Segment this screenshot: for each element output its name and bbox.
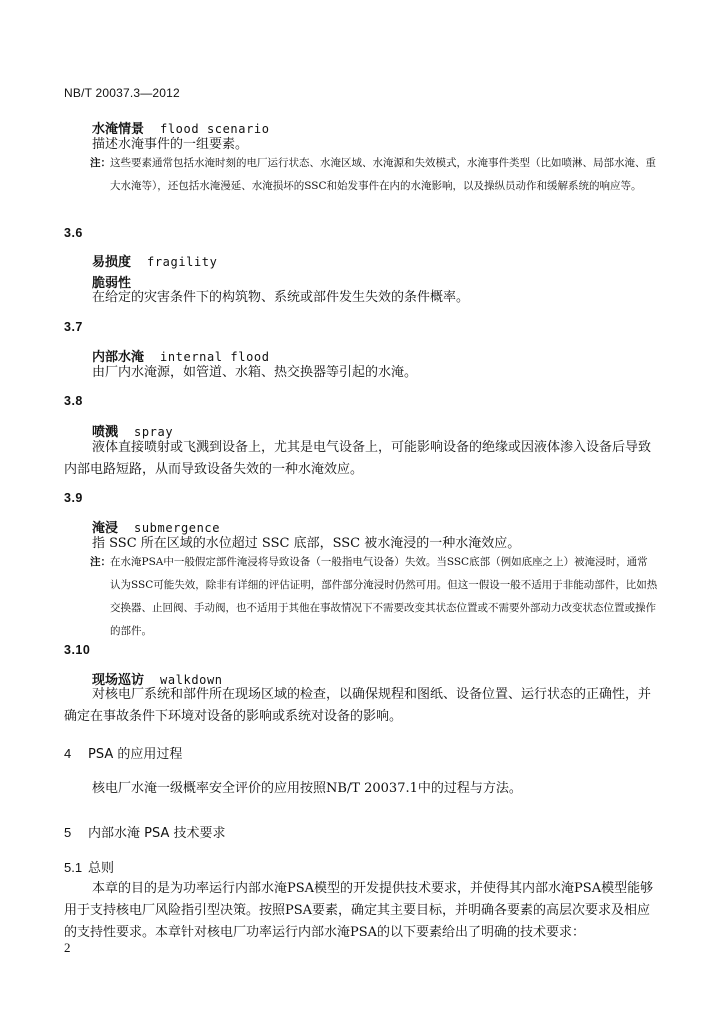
note-text: 在水淹PSA中一般假定部件淹浸将导致设备（一般指电气设备）失效。当SSC底部（例如底座之上）被淹浸时，通常认为SSC可能失效，除非有详细的评估证明，部件部分淹浸时仍然可用。但这一假设一般不适用于非能动部件，比如热交换器、止回阀、手动阀，也不适用于其他在事故情况下不需要改变其状态位置或不需要外部动力改变状态位置或操作的部件。 xyxy=(110,556,658,637)
note-text: 这些要素通常包括水淹时刻的电厂运行状态、水淹区域、水淹源和失效模式，水淹事件类型（比如喷淋、局部水淹、重大水淹等），还包括水淹漫延、水淹损坏的SSC和始发事件在内的水淹影响，以及操纵员动作和缓解系统的响应等。 xyxy=(110,157,656,192)
term-definition: 由厂内水淹源，如管道、水箱、热交换器等引起的水淹。 xyxy=(92,365,418,380)
document-id-header: NB/T 20037.3—2012 xyxy=(64,86,180,100)
section-number: 3.7 xyxy=(64,320,83,334)
section-heading xyxy=(64,743,182,762)
term-english: walkdown xyxy=(160,673,223,687)
term-chinese: 喷溅 xyxy=(92,425,119,440)
subsection-heading xyxy=(64,857,114,876)
section-number: 3.10 xyxy=(64,643,91,657)
term-note xyxy=(90,551,658,643)
term-chinese: 水淹情景 xyxy=(92,122,145,137)
section-heading-title: PSA 的应用过程 xyxy=(88,747,183,762)
term-chinese: 内部水淹 xyxy=(92,350,145,365)
term-fragility xyxy=(92,251,217,270)
page-number: 2 xyxy=(64,940,71,955)
term-definition: 在给定的灾害条件下的构筑物、系统或部件发生失效的条件概率。 xyxy=(92,290,470,305)
subsection-heading-number: 5.1 xyxy=(64,860,83,875)
term-english: internal flood xyxy=(160,350,270,364)
subsection-heading-title: 总则 xyxy=(88,861,115,876)
term-chinese: 淹浸 xyxy=(92,521,119,536)
section-heading-number: 5 xyxy=(64,825,72,840)
term-english: spray xyxy=(134,425,174,439)
term-english: flood scenario xyxy=(160,122,270,136)
section-heading-number: 4 xyxy=(64,746,72,761)
section-heading xyxy=(64,822,226,841)
term-chinese: 现场巡访 xyxy=(92,673,145,688)
section-heading-title: 内部水淹 PSA 技术要求 xyxy=(88,826,226,841)
section-number: 3.9 xyxy=(64,491,83,505)
term-definition: 对核电厂系统和部件所在现场区域的检查，以确保规程和图纸、设备位置、运行状态的正确性，并确定在事故条件下环境对设备的影响或系统对设备的影响。 xyxy=(64,687,652,724)
term-definition: 描述水淹事件的一组要素。 xyxy=(92,137,249,152)
note-label: 注： xyxy=(90,157,111,169)
section-body: 核电厂水淹一级概率安全评价的应用按照NB/T 20037.1中的过程与方法。 xyxy=(92,781,522,796)
term-chinese: 易损度 xyxy=(92,255,132,270)
term-note xyxy=(90,152,658,198)
term-definition: 指 SSC 所在区域的水位超过 SSC 底部，SSC 被水淹浸的一种水淹效应。 xyxy=(92,536,521,551)
term-english: fragility xyxy=(147,255,218,269)
term-definition: 液体直接喷射或飞溅到设备上，尤其是电气设备上，可能影响设备的绝缘或因液体渗入设备后导致内部电路短路，从而导致设备失效的一种水淹效应。 xyxy=(64,440,652,477)
section-body: 本章的目的是为功率运行内部水淹PSA模型的开发提供技术要求，并使得其内部水淹PSA模型能够用于支持核电厂风险指引型决策。按照PSA要素，确定其主要目标，并明确各要素的高层次要求及相应的支持性要求。本章针对核电厂功率运行内部水淹PSA的以下要素给出了明确的技术要求： xyxy=(64,881,654,940)
term-alt-chinese: 脆弱性 xyxy=(92,276,132,291)
term-english: submergence xyxy=(134,521,221,535)
section-number: 3.6 xyxy=(64,226,83,240)
note-label: 注： xyxy=(90,556,111,568)
section-number: 3.8 xyxy=(64,394,83,408)
